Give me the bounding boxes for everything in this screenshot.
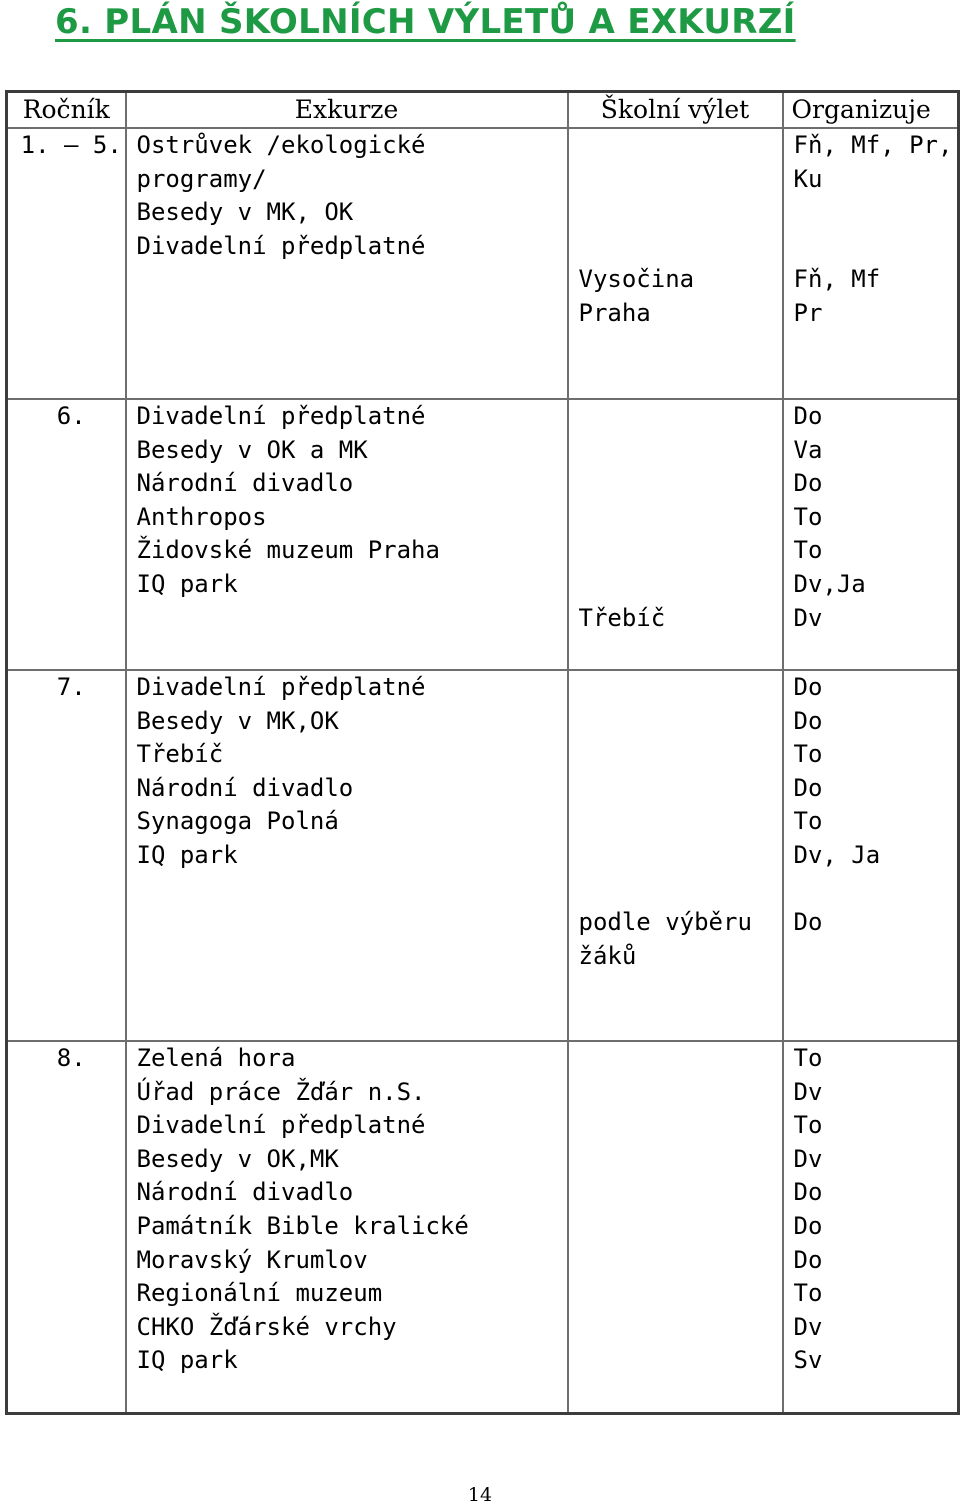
organizer-item: Do	[793, 1245, 823, 1274]
excursion-item: Anthropos	[136, 502, 267, 531]
organizer-item: Do	[793, 1178, 823, 1207]
school-trip-cell	[568, 399, 783, 670]
school-trip-item: Praha	[578, 298, 651, 327]
grade-cell: 7.	[7, 670, 126, 1041]
excursion-cell	[126, 1041, 568, 1413]
organizer-item: Do	[793, 1211, 823, 1240]
organizer-item: Dv,Ja	[793, 569, 866, 598]
organizer-item: To	[793, 536, 823, 565]
excursion-item: Zelená hora	[136, 1044, 296, 1072]
school-trip-item: Třebíč	[578, 603, 666, 632]
excursion-item: Besedy v OK,MK	[136, 1144, 339, 1173]
organizer-item: Do	[793, 908, 823, 937]
organizer-item: Pr	[793, 298, 823, 327]
excursion-item: Národní divadlo	[136, 773, 354, 802]
organizer-item: Dv	[793, 603, 823, 632]
excursion-cell	[126, 128, 568, 399]
organizer-item: To	[793, 1111, 823, 1140]
excursion-item: Moravský Krumlov	[136, 1245, 368, 1274]
organizer-cell	[783, 670, 959, 1041]
excursion-item: IQ park	[136, 569, 238, 598]
organizer-cell	[783, 399, 959, 670]
excursion-item: Divadelní předplatné	[136, 402, 426, 430]
school-trip-item: Vysočina	[578, 265, 695, 294]
organizer-item: Dv	[793, 1312, 823, 1341]
excursion-item: Ostrůvek /ekologické	[136, 131, 426, 159]
excursion-item: Synagoga Polná	[136, 807, 339, 836]
excursion-cell	[126, 670, 568, 1041]
page-heading: 6. PLÁN ŠKOLNÍCH VÝLETŮ A EXKURZÍ	[55, 2, 796, 42]
excursion-item: IQ park	[136, 1346, 238, 1375]
excursion-item: Besedy v MK,OK	[136, 706, 339, 735]
organizer-item: Do	[793, 706, 823, 735]
excursion-item: Divadelní předplatné	[136, 673, 426, 701]
excursion-item: Národní divadlo	[136, 1178, 354, 1207]
organizer-item: Fň, Mf	[793, 265, 881, 294]
table-row	[7, 399, 959, 670]
organizer-item: Ku	[793, 164, 823, 193]
organizer-item: To	[793, 1279, 823, 1308]
organizer-item: To	[793, 1044, 823, 1072]
organizer-item: To	[793, 807, 823, 836]
excursion-item: Židovské muzeum Praha	[136, 536, 440, 565]
excursion-item: CHKO Žďárské vrchy	[136, 1312, 397, 1341]
school-trip-cell	[568, 128, 783, 399]
organizer-item: Do	[793, 773, 823, 802]
organizer-cell	[783, 128, 959, 399]
trips-table	[5, 90, 960, 1415]
school-trip-item: podle výběru	[578, 908, 752, 937]
excursion-item: Regionální muzeum	[136, 1279, 383, 1308]
organizer-item: Do	[793, 673, 823, 701]
school-trip-item: žáků	[578, 941, 637, 970]
excursion-item: programy/	[136, 164, 267, 193]
organizer-item: Dv	[793, 1144, 823, 1173]
excursion-item: Divadelní předplatné	[136, 231, 426, 260]
table-header-row	[7, 92, 959, 129]
column-header-grade: Ročník	[7, 92, 126, 129]
organizer-item: Dv	[793, 1077, 823, 1106]
excursion-item: Národní divadlo	[136, 469, 354, 498]
excursion-item: Památník Bible kralické	[136, 1211, 469, 1240]
column-header-organizer: Organizuje	[783, 92, 959, 129]
excursion-item: Úřad práce Žďár n.S.	[136, 1077, 426, 1106]
organizer-item: To	[793, 740, 823, 769]
organizer-item: Do	[793, 402, 823, 430]
excursion-item: Besedy v MK, OK	[136, 198, 354, 227]
organizer-item: Do	[793, 469, 823, 498]
excursion-item: Třebíč	[136, 740, 224, 769]
grade-cell: 8.	[7, 1041, 126, 1413]
grade-cell: 6.	[7, 399, 126, 670]
organizer-item: Sv	[793, 1346, 823, 1375]
school-trip-cell	[568, 670, 783, 1041]
organizer-cell	[783, 1041, 959, 1413]
table-row	[7, 1041, 959, 1413]
organizer-item: To	[793, 502, 823, 531]
column-header-excursion: Exkurze	[126, 92, 568, 129]
excursion-item: Divadelní předplatné	[136, 1111, 426, 1140]
organizer-item: Va	[793, 435, 823, 464]
grade-cell: 1. – 5.	[7, 128, 126, 399]
organizer-item: Fň, Mf, Pr,	[793, 131, 953, 159]
column-header-school-trip: Školní výlet	[568, 92, 783, 129]
excursion-cell	[126, 399, 568, 670]
table-row	[7, 128, 959, 399]
school-trip-cell	[568, 1041, 783, 1413]
page-number: 14	[467, 1484, 493, 1506]
organizer-item: Dv, Ja	[793, 840, 881, 869]
excursion-item: Besedy v OK a MK	[136, 435, 368, 464]
excursion-item: IQ park	[136, 840, 238, 869]
table-row	[7, 670, 959, 1041]
